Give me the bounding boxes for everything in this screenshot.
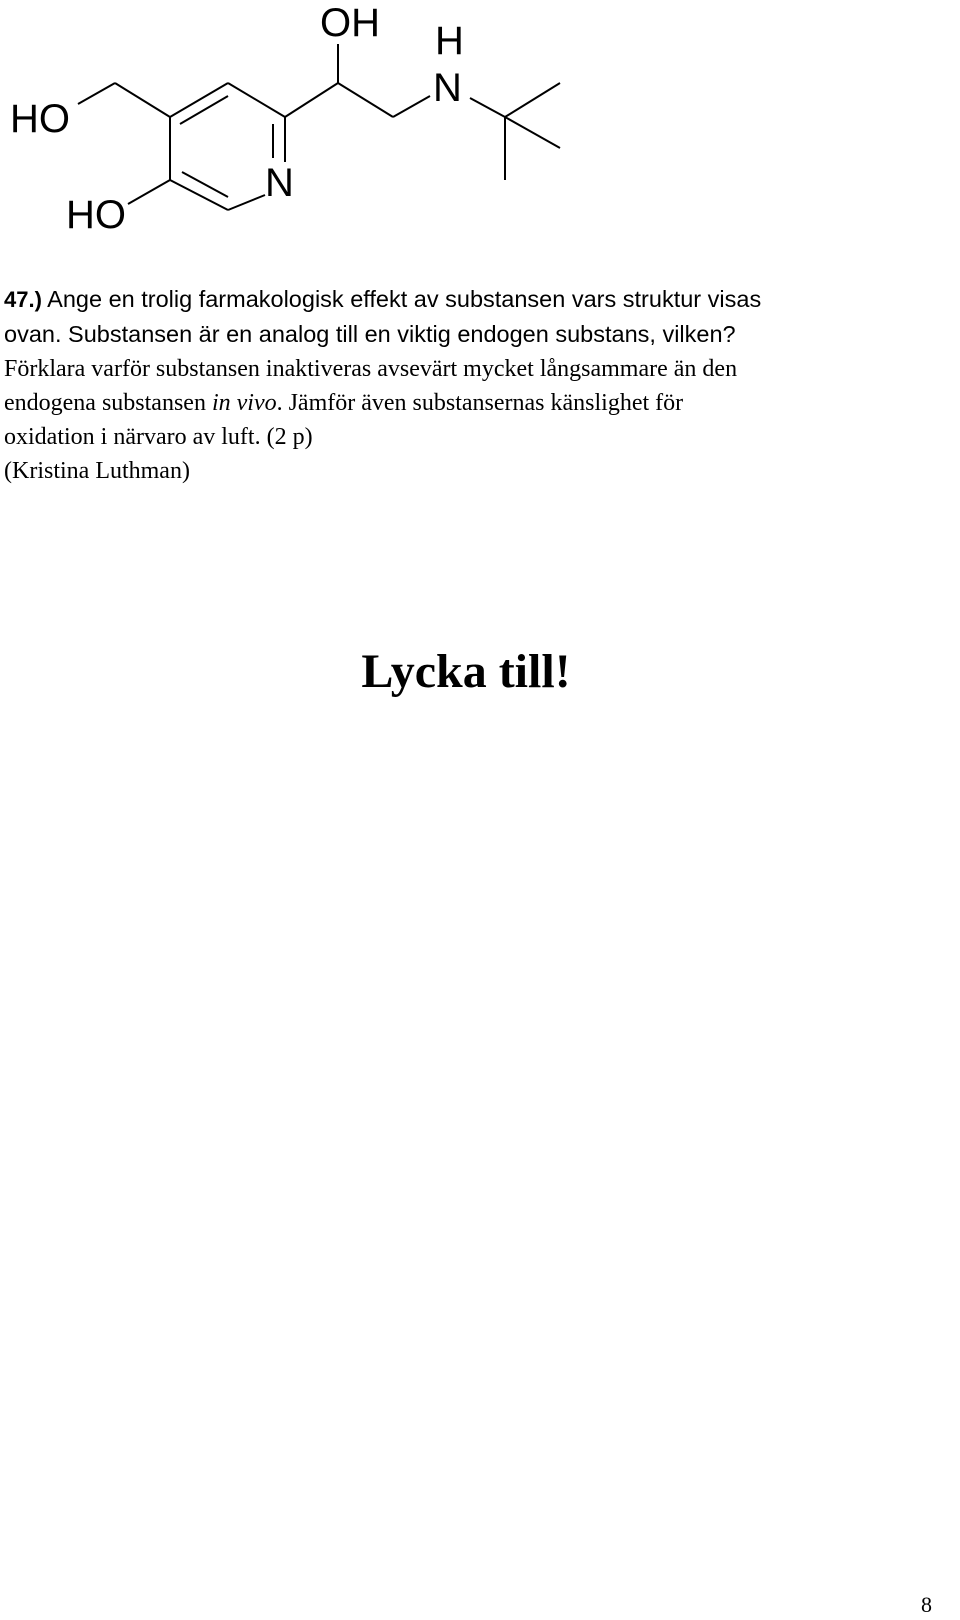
atom-ring-n: N <box>265 161 294 205</box>
page-number: 8 <box>921 1592 932 1617</box>
question-line-2: Substansen är en analog till en viktig endogen substans, vilken? <box>61 321 736 347</box>
c-n-bond <box>393 96 430 117</box>
ring-bond <box>170 180 228 210</box>
tbutyl-bond <box>505 83 560 117</box>
ring-oh-bond <box>128 180 170 204</box>
tbutyl-bond <box>505 117 560 148</box>
atom-nh-h: H <box>435 19 464 63</box>
ring-bond <box>228 83 285 117</box>
question-line-4-end: . Jämför även substansernas känslighet för <box>276 390 684 416</box>
chain-bond <box>285 83 338 117</box>
question-line-2-start: ovan. <box>4 321 62 347</box>
atom-nh-n: N <box>433 66 462 110</box>
ring-bond-double <box>180 96 228 124</box>
atom-oh: OH <box>320 1 380 45</box>
ring-bond-double <box>182 172 228 197</box>
question-line-5: oxidation i närvaro av luft. (2 p) <box>4 424 313 450</box>
ring-bond <box>228 195 265 210</box>
question-text <box>4 282 954 488</box>
chemical-structure <box>0 0 600 250</box>
question-number: 47.) <box>4 287 42 312</box>
closing-message: Lycka till! <box>361 645 571 698</box>
ch2-oh-bond <box>78 83 115 104</box>
question-line-3: Förklara varför substansen inaktiveras avsevärt mycket långsammare än den <box>4 356 738 382</box>
chain-bond <box>338 83 393 117</box>
n-c-bond <box>470 98 505 117</box>
question-line-1: Ange en trolig farmakologisk effekt av substansen vars struktur visas <box>41 286 762 312</box>
atom-ho-top: HO <box>10 97 70 141</box>
question-author: (Kristina Luthman) <box>4 458 190 484</box>
atom-ho-bottom: HO <box>66 193 126 237</box>
question-line-4-italic: in vivo <box>211 390 277 416</box>
question-line-4-start: endogena substansen <box>4 390 212 416</box>
ch2-bond <box>115 83 170 117</box>
